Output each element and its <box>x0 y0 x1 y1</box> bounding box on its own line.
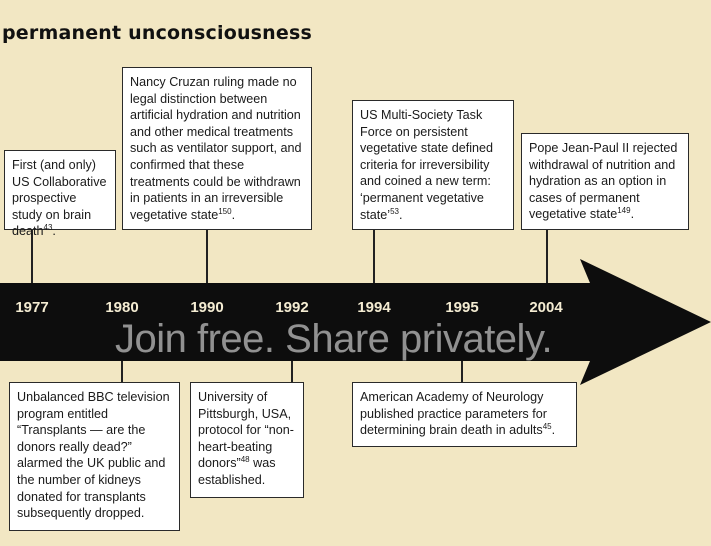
reference-number: 53 <box>390 206 400 216</box>
event-text: First (and only) US Collaborative prospective study on brain death <box>12 158 107 239</box>
reference-number: 48 <box>240 455 250 465</box>
event-box-1980 <box>9 382 180 531</box>
year-label: 1977 <box>15 299 49 316</box>
year-label: 1994 <box>357 299 391 316</box>
connector-1990 <box>206 229 208 283</box>
event-box-2004 <box>521 133 689 230</box>
year-label: 1992 <box>275 299 309 316</box>
event-box-1977 <box>4 150 116 239</box>
event-tail: . <box>630 207 635 222</box>
connector-1995 <box>461 361 463 382</box>
page-title: permanent unconsciousness <box>2 22 313 44</box>
event-text: Unbalanced BBC television program entitled “Transplants — are the donors really dead?” alarmed the UK public and the number of kidneys donated for transplants subsequently dropped. <box>17 390 170 521</box>
event-text: US Multi-Society Task Force on persistent vegetative state defined criteria for irreversibility and coined a new term: ‘permanent vegetative state’ <box>360 108 494 222</box>
reference-number: 149 <box>617 206 631 216</box>
connector-2004 <box>546 229 548 283</box>
year-label: 1990 <box>190 299 224 316</box>
reference-number: 45 <box>542 422 552 431</box>
reference-number: 43 <box>43 223 53 233</box>
event-box-1994 <box>352 100 514 230</box>
watermark-text: Join free. Share privately. <box>115 317 553 361</box>
event-tail: . <box>551 423 556 438</box>
event-tail: . <box>399 207 403 222</box>
connector-1992 <box>291 361 293 382</box>
year-label: 1995 <box>445 299 479 316</box>
event-text: Pope Jean-Paul II rejected withdrawal of nutrition and hydration as an option in cases of permanent vegetative state <box>529 141 678 222</box>
event-tail: . <box>231 207 236 222</box>
event-tail: . <box>52 224 56 239</box>
year-label: 2004 <box>529 299 563 316</box>
event-text: Nancy Cruzan ruling made no legal distinction between artificial hydration and nutrition and other medical treatments such as ventilator support, and confirmed that these treatments could be withdrawn in patients in an irreversible vegetative state <box>130 75 302 222</box>
reference-number: 150 <box>218 206 232 216</box>
event-text: American Academy of Neurology published practice parameters for determining brain death in adults <box>360 390 547 438</box>
event-text: University of Pittsburgh, USA, protocol for “non-heart-beating donors” <box>198 390 294 471</box>
event-box-1995 <box>352 382 577 447</box>
event-box-1990 <box>122 67 312 230</box>
connector-1994 <box>373 229 375 283</box>
connector-1980 <box>121 361 123 382</box>
event-tail: was established. <box>198 456 276 487</box>
event-box-1992 <box>190 382 304 498</box>
year-label: 1980 <box>105 299 139 316</box>
